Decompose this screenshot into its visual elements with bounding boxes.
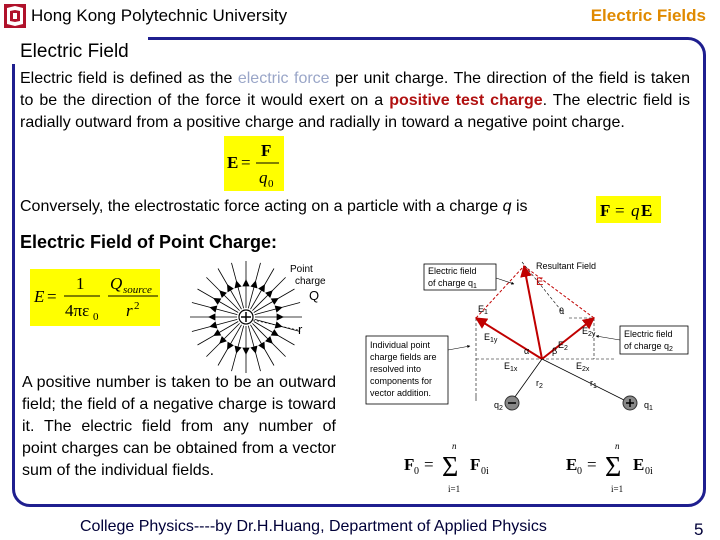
field-arrow [235, 346, 241, 353]
section-heading-point-charge: Electric Field of Point Charge: [20, 232, 278, 252]
eq-subscript: 0i [645, 466, 653, 477]
eq-symbol: E [633, 455, 645, 474]
svg-text:2: 2 [134, 300, 140, 312]
para-text: per unit charge. The direction of the field is taken to be the direction of the force it would exert on a [20, 70, 690, 109]
svg-text:source: source [123, 284, 152, 296]
field-arrow [235, 281, 241, 288]
svg-text:q2 [494, 400, 503, 412]
equation-point-charge-field [30, 269, 160, 326]
svg-text:F: F [404, 455, 415, 474]
field-arrow [277, 314, 283, 320]
vd-label: 2 [499, 405, 503, 412]
svg-text:E2x [576, 361, 590, 373]
vd-label-e: E [536, 276, 544, 288]
vd-label: 1 [649, 405, 653, 412]
vd-label: 2 [539, 383, 543, 390]
vd-label: q [644, 400, 650, 410]
eq-limit: n [615, 441, 620, 451]
footer-credit: College Physics----by Dr.H.Huang, Department of Applied Physics [80, 518, 547, 535]
eq-subscript: 0i [481, 466, 489, 477]
svg-text:E1x [504, 361, 518, 373]
field-arrow [259, 342, 265, 349]
field-arrow [251, 346, 257, 353]
vector-addition-diagram [364, 256, 694, 416]
equation-f-equals-qe [596, 196, 661, 223]
sentence-text: Conversely, the electrostatic force acting on a particle with a charge [20, 198, 503, 215]
sum-formula-force [400, 440, 510, 496]
field-arrow [271, 330, 278, 336]
field-arrow [214, 330, 221, 336]
svg-text:Q: Q [110, 274, 123, 293]
polyu-logo-icon [4, 4, 26, 28]
svg-text:q: q [259, 168, 268, 187]
vd-label: resolved into [370, 364, 422, 374]
eq-subscript: 0 [414, 466, 419, 477]
radial-label-point: Point [290, 264, 313, 275]
charge-symbol-q: q [502, 198, 512, 215]
vd-label: E [558, 340, 565, 350]
vd-label: 1 [593, 383, 597, 390]
svg-text:r2 [536, 378, 543, 390]
svg-text:r: r [126, 301, 133, 320]
svg-text:q: q [631, 201, 640, 220]
vd-label-resultant: Resultant Field [536, 261, 597, 271]
vd-label: 2 [669, 346, 673, 353]
svg-text:=: = [615, 201, 625, 220]
field-arrow [251, 281, 257, 288]
vd-label: E [504, 361, 511, 371]
vd-label: θ [559, 306, 565, 316]
vd-label: E [478, 304, 485, 314]
field-arrow [271, 299, 278, 305]
superposition-paragraph: A positive number is taken to be an outward field; the field of a negative charge is toward it. The electric field from any number of point charges can be obtained from a vector sum of the individual fields. [22, 374, 336, 479]
eq-limit: n [452, 441, 457, 451]
section-heading-electric-field: Electric Field [20, 41, 129, 62]
field-arrow [209, 314, 215, 320]
svg-text:Σ: Σ [605, 452, 622, 483]
vd-label: charge fields are [370, 352, 437, 362]
eq-limit: i=1 [448, 484, 461, 494]
eq-symbol: E [227, 153, 239, 172]
conversely-sentence [20, 198, 528, 216]
vd-label: components for [370, 376, 433, 386]
svg-text:E2 [558, 340, 568, 352]
svg-text:E: E [641, 201, 653, 220]
svg-text:Σ: Σ [442, 452, 459, 483]
university-name: Hong Kong Polytechnic University [31, 6, 288, 25]
field-arrow [210, 306, 217, 312]
sentence-text: is [511, 198, 528, 215]
positive-test-charge-link[interactable]: positive test charge [389, 92, 543, 109]
eq-subscript: 0 [577, 466, 582, 477]
equation-e-equals-f-over-q0 [224, 136, 284, 191]
vd-label: 2x [582, 366, 590, 373]
vd-label: 1 [473, 283, 477, 290]
vd-label: r [536, 378, 539, 388]
field-arrow [259, 285, 265, 292]
svg-text:=: = [47, 287, 57, 306]
vd-label: 1y [490, 337, 498, 344]
svg-text:=: = [424, 455, 434, 474]
vd-label: r [590, 378, 593, 388]
svg-text:0: 0 [93, 311, 99, 323]
field-arrow [275, 322, 282, 328]
field-arrow [228, 285, 234, 292]
field-arrow [243, 280, 249, 286]
slide-title: Electric Fields [590, 6, 706, 25]
eq-symbol: F [261, 141, 272, 160]
vd-label: E [484, 332, 491, 342]
vd-label: of charge q [428, 278, 474, 288]
para-text: . The electric field is radially outward from a positive charge and radially in toward a negative point charge. [20, 92, 690, 131]
vd-label: α [524, 346, 530, 356]
page-number: 5 [694, 520, 704, 539]
vd-label: Electric field [428, 266, 477, 276]
svg-text:E: E [34, 287, 45, 306]
svg-text:F: F [600, 201, 611, 220]
svg-text:1: 1 [76, 274, 85, 293]
field-arrow [210, 322, 217, 328]
svg-text:E2y [582, 326, 596, 338]
svg-text:4πε: 4πε [65, 301, 90, 320]
radial-label-charge: charge [295, 276, 326, 287]
vd-label: E [576, 361, 583, 371]
sum-formula-field [562, 440, 672, 496]
vd-label: Individual point [370, 340, 431, 350]
radial-label-q: Q [309, 288, 320, 303]
vd-label: 2y [588, 331, 596, 338]
vd-label: 1 [484, 309, 488, 316]
svg-text:q1 [644, 400, 653, 412]
field-arrow [228, 342, 234, 349]
eq-subscript: 0 [268, 178, 274, 190]
vd-label: E [582, 326, 589, 336]
eq-symbol: F [470, 455, 481, 474]
vd-label: vector addition. [370, 388, 432, 398]
field-arrow [243, 348, 249, 354]
vd-label: Electric field [624, 329, 673, 339]
svg-text:=: = [241, 153, 251, 172]
field-arrow [214, 299, 221, 305]
para-text: Electric field is defined as the [20, 70, 238, 87]
svg-text:r1 [590, 378, 597, 390]
field-arrow [275, 306, 282, 312]
vd-label: of charge q [624, 341, 670, 351]
vd-label: β [552, 346, 558, 356]
svg-text:E: E [566, 455, 578, 474]
svg-text:=: = [587, 455, 597, 474]
eq-limit: i=1 [611, 484, 624, 494]
definition-paragraph [20, 68, 690, 134]
vd-label: 2 [564, 345, 568, 352]
vd-label: q [494, 400, 500, 410]
vd-label: 1x [510, 366, 518, 373]
radial-label-r: r [298, 322, 303, 337]
radial-field-diagram [190, 256, 340, 378]
svg-text:E1y [484, 332, 498, 344]
electric-force-link[interactable]: electric force [237, 70, 330, 87]
